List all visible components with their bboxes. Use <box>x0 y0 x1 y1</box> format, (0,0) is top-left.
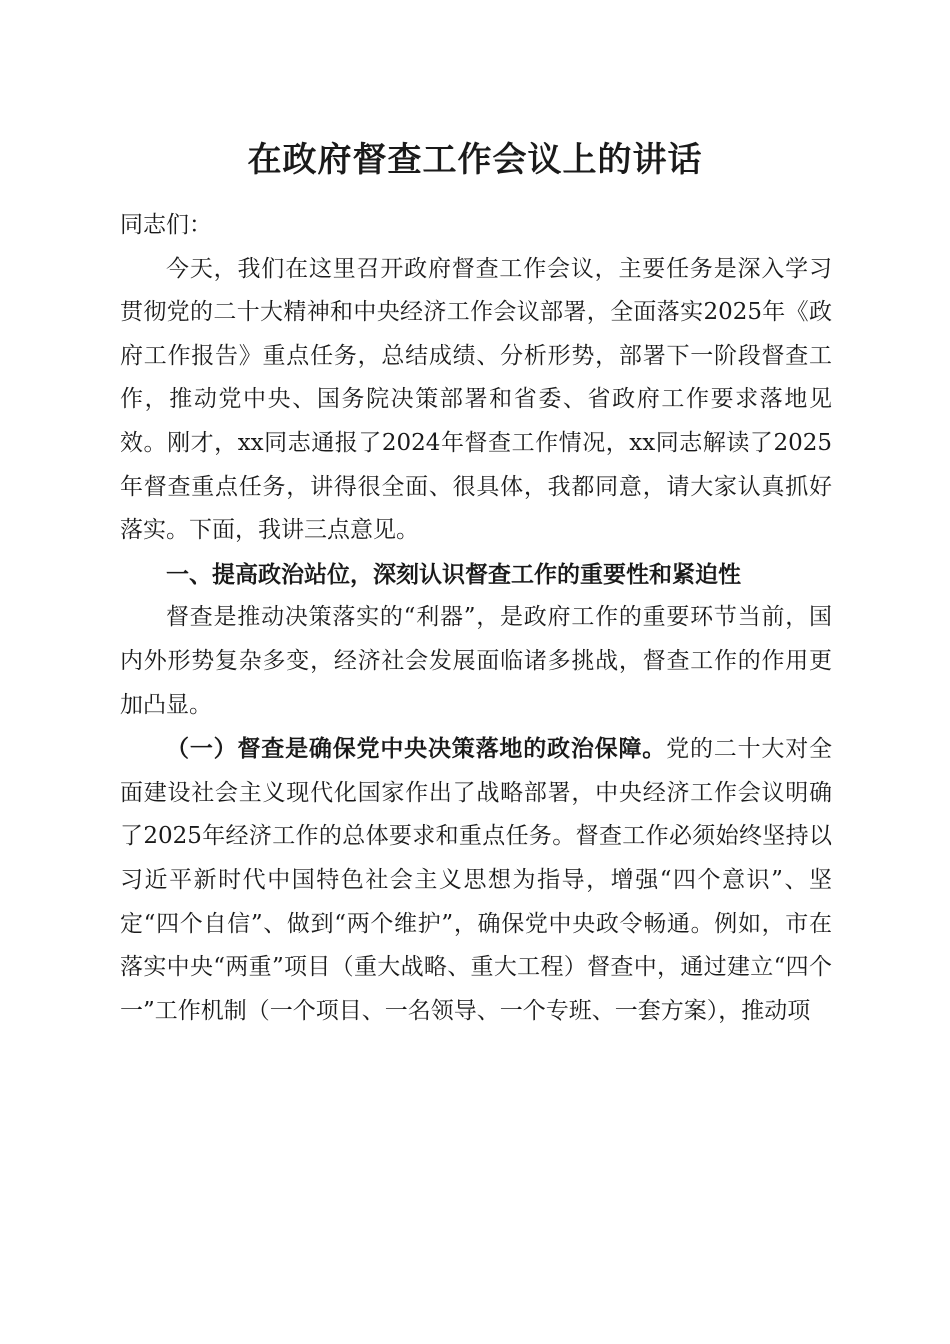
document-body <box>120 204 832 1033</box>
section-1-paragraph: 督查是推动决策落实的“利器”，是政府工作的重要环节当前，国内外形势复杂多变，经济社会发展面临诸多挑战，督查工作的作用更加凸显。 <box>120 604 832 718</box>
document-title: 在政府督查工作会议上的讲话 <box>247 140 703 180</box>
intro-paragraph: 今天，我们在这里召开政府督查工作会议，主要任务是深入学习贯彻党的二十大精神和中央经济工作会议部署，全面落实2025年《政府工作报告》重点任务，总结成绩、分析形势，部署下一阶段督查工作，推动党中央、国务院决策部署和省委、省政府工作要求落地见效。刚才，xx同志通报了2024年督查工作情况，xx同志解读了2025年督查重点任务，讲得很全面、很具体，我都同意，请大家认真抓好落实。下面，我讲三点意见。 <box>120 255 832 544</box>
subsection-1-lead: （一）督查是确保党中央决策落地的政治保障。 <box>166 735 667 763</box>
subsection-1-paragraph <box>120 727 832 1033</box>
section-heading-1: 一、提高政治站位，深刻认识督查工作的重要性和紧迫性 <box>166 560 741 588</box>
subsection-1-body: 党的二十大对全面建设社会主义现代化国家作出了战略部署，中央经济工作会议明确了2025年经济工作的总体要求和重点任务。督查工作必须始终坚持以习近平新时代中国特色社会主义思想为指导，增强“四个意识”、坚定“四个自信”、做到“两个维护”，确保党中央政令畅通。例如，市在落实中央“两重”项目（重大战略、重大工程）督查中，通过建立“四个一”工作机制（一个项目、一名领导、一个专班、一套方案），推动项 <box>120 736 833 1024</box>
salutation: 同志们： <box>120 212 212 238</box>
